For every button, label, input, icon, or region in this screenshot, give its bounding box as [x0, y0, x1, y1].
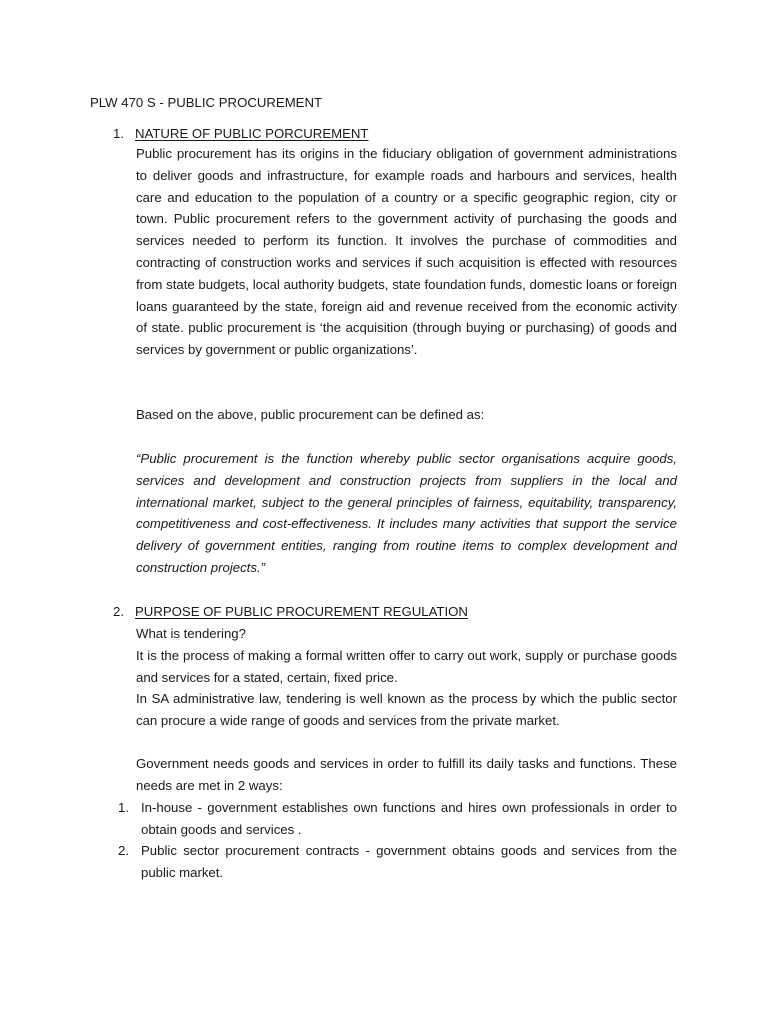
definition-quote: “Public procurement is the function whereby public sector organisations acquire goods, services and development and construction projects from suppliers in the local and international market, subject to the general principles of fairness, equitability, transparency, competitiveness and cost-effectiveness. It includes many activities that support the service delivery of government entities, ranging from routine items to complex development and construction projects.” [136, 451, 677, 575]
section-2-heading [113, 603, 468, 621]
list-item-text: Public sector procurement contracts - government obtains goods and services from the public market. [141, 843, 677, 880]
list-item [118, 840, 677, 884]
definition-lead-in: Based on the above, public procurement can be defined as: [136, 407, 485, 422]
list-item-number: 2. [118, 843, 129, 858]
section-1-title: NATURE OF PUBLIC PORCUREMENT [135, 126, 369, 141]
section-1-heading [113, 125, 369, 143]
sa-law-paragraph: In SA administrative law, tendering is well known as the process by which the public sector can procure a wide range of goods and services from the private market. [136, 691, 677, 728]
section-1-paragraph: Public procurement has its origins in the fiduciary obligation of government administrations to deliver goods and infrastructure, for example roads and harbours and services, health care and education to the population of a country or a specific geographic region, city or town. Public procurement refers to the government activity of purchasing the goods and services needed to perform its function. It involves the purchase of commodities and contracting of construction works and services if such acquisition is effected with resources from state budgets, local authority budgets, state foundation funds, domestic loans or foreign loans guaranteed by the state, foreign aid and revenue received from the economic activity of state. public procurement is ‘the acquisition (through buying or purchasing) of goods and services by government or public organizations’. [136, 146, 677, 358]
section-1-number: 1. [113, 126, 124, 141]
document-title: PLW 470 S - PUBLIC PROCUREMENT [90, 95, 323, 110]
needs-paragraph: Government needs goods and services in order to fulfill its daily tasks and functions. These needs are met in 2 ways: [136, 756, 677, 793]
list-item-text: In-house - government establishes own functions and hires own professionals in order to obtain goods and services . [141, 800, 677, 837]
tendering-definition: It is the process of making a formal written offer to carry out work, supply or purchase goods and services for a stated, certain, fixed price. [136, 648, 677, 685]
list-item-number: 1. [118, 800, 129, 815]
tendering-question: What is tendering? [136, 626, 246, 641]
list-item [118, 797, 677, 841]
section-2-title: PURPOSE OF PUBLIC PROCUREMENT REGULATION [135, 604, 468, 619]
section-2-number: 2. [113, 604, 124, 619]
